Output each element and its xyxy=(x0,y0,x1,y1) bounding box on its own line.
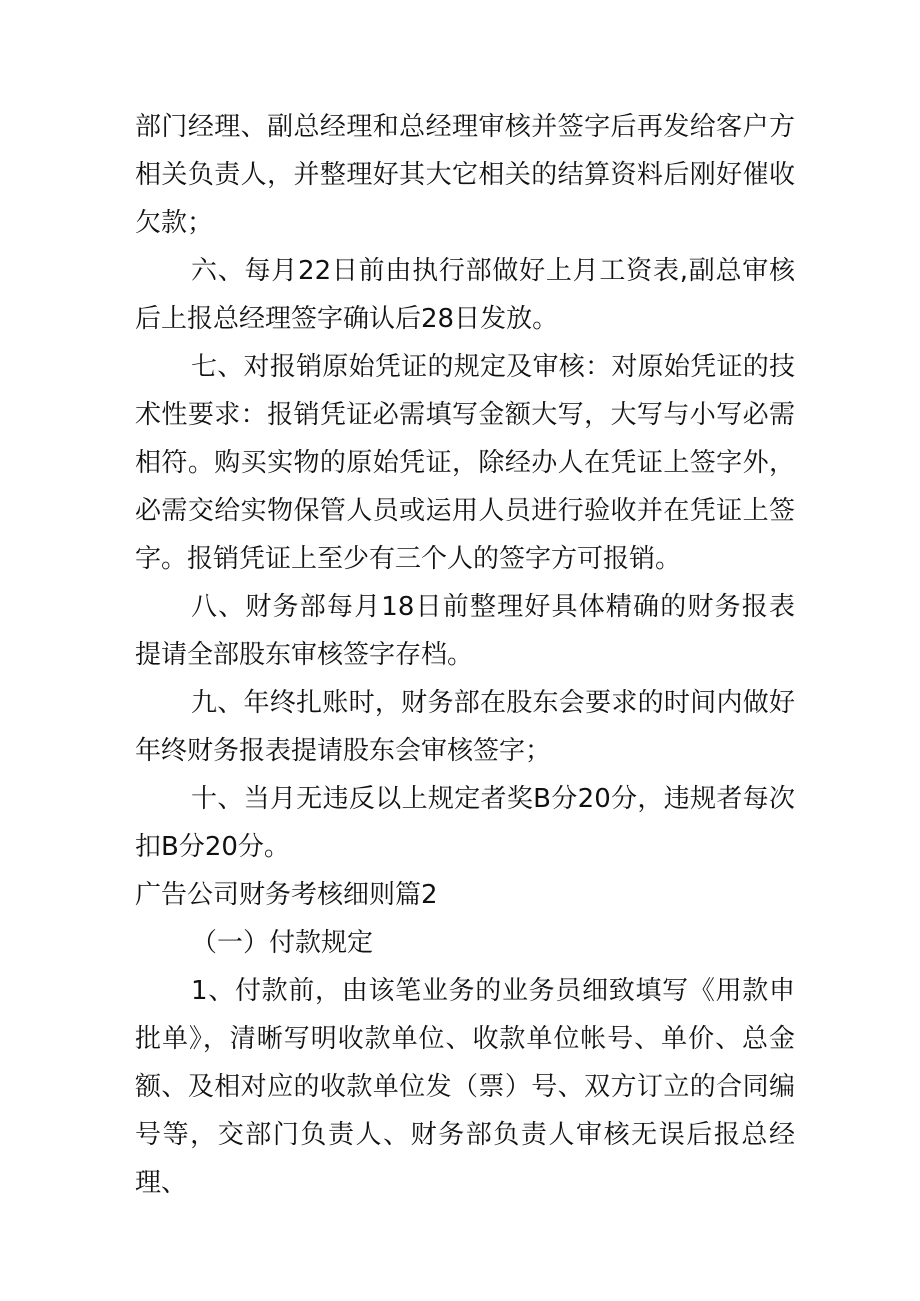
document-body xyxy=(135,103,795,1207)
paragraph-item-9-year-end: 九、年终扎账时，财务部在股东会要求的时间内做好年终财务报表提请股东会审核签字； xyxy=(135,688,795,766)
paragraph-item-8-reports: 八、财务部每月18日前整理好具体精确的财务报表提请全部股东审核签字存档。 xyxy=(135,592,795,670)
subsection-title: （一）付款规定 xyxy=(191,928,374,958)
paragraph-approval-continuation: 部门经理、副总经理和总经理审核并签字后再发给客户方相关负责人，并整理好其大它相关的结算资料后刚好催收欠款； xyxy=(135,112,795,238)
paragraph-item-10-rewards: 十、当月无违反以上规定者奖B分20分，违规者每次扣B分20分。 xyxy=(135,784,795,862)
paragraph-payment-item-1: 1、付款前，由该笔业务的业务员细致填写《用款申批单》，清晰写明收款单位、收款单位帐号、单价、总金额、及相对应的收款单位发（票）号、双方订立的合同编号等，交部门负责人、财务部负责人审核无误后报总经理、 xyxy=(135,976,795,1198)
paragraph-item-7-vouchers: 七、对报销原始凭证的规定及审核：对原始凭证的技术性要求：报销凭证必需填写金额大写，大写与小写必需相符。购买实物的原始凭证，除经办人在凭证上签字外，必需交给实物保管人员或运用人员进行验收并在凭证上签字。报销凭证上至少有三个人的签字方可报销。 xyxy=(135,352,795,574)
section-title: 广告公司财务考核细则篇2 xyxy=(135,880,438,910)
paragraph-item-6-payroll: 六、每月22日前由执行部做好上月工资表,副总审核后上报总经理签字确认后28日发放。 xyxy=(135,256,795,334)
